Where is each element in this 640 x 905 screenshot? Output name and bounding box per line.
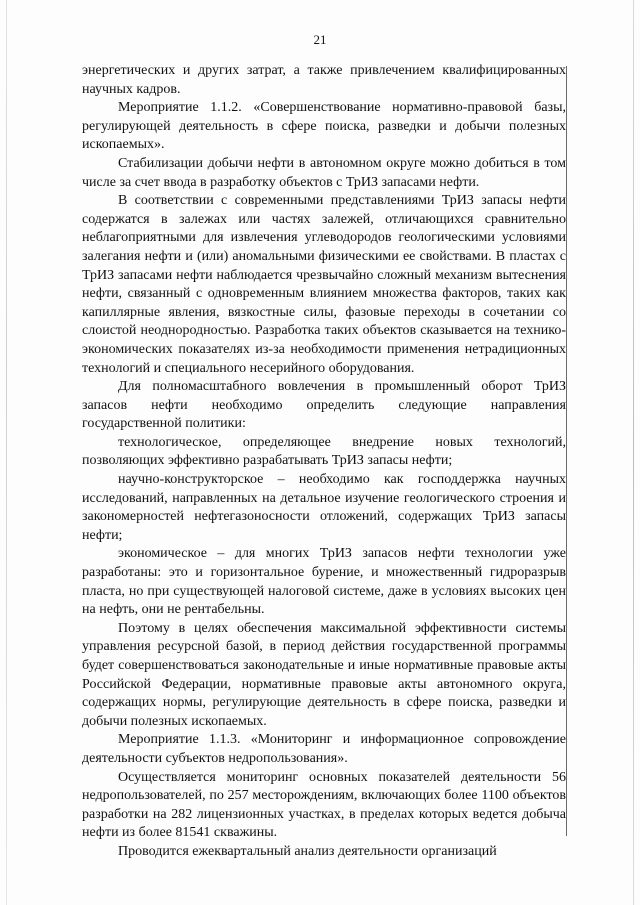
paragraph-scientific: научно-конструкторское – необходимо как господдержка научных исследований, направленных на детальное изучение геологического строения и закономерностей нефтегазоносности отложений, содержащих ТрИЗ запасы нефти;	[82, 472, 566, 543]
paragraph-economic: экономическое – для многих ТрИЗ запасов нефти технологии уже разработаны: это и горизонтальное бурение, и множественный гидроразрыв пласта, но при существующей налоговой системе, даже в условиях высоких цен на нефть, они не рентабельны.	[82, 546, 566, 618]
paragraph-measure-1-1-3: Мероприятие 1.1.3. «Мониторинг и информационное сопровождение деятельности субъектов недропользования».	[82, 732, 566, 766]
paragraph-hard-to-recover-reserves: В соответствии с современными представлениями ТрИЗ запасы нефти содержатся в залежах или частях залежей, отличающихся сравнительно неблагоприятными для извлечения углеводородов геологическими условиями залегания нефти и (или) аномальными физическими ее свойствами. В пластах с ТрИЗ запасами нефти наблюдается чрезвычайно сложный механизм вытеснения нефти, связанный с одновременным влиянием множества факторов, таких как капиллярные явления, вязкостные силы, фазовые переходы в сочетании со слоистой неоднородностью. Разработка таких объектов сказывается на технико-экономических показателях из-за необходимости применения нетрадиционных технологий и специального несерийного оборудования.	[82, 193, 566, 376]
paragraph-measure-1-1-2: Мероприятие 1.1.2. «Совершенствование нормативно-правовой базы, регулирующей деятельность в сфере поиска, разведки и добычи полезных ископаемых».	[82, 100, 566, 153]
paragraph-oil-stabilization: Стабилизации добычи нефти в автономном округе можно добиться в том числе за счет ввода в разработку объектов с ТрИЗ запасами нефти.	[82, 155, 566, 190]
right-margin-line	[566, 66, 567, 836]
paragraph-continuation: энергетических и других затрат, а также привлечением квалифицированных научных кадров.	[82, 63, 566, 97]
paragraph-legislation: Поэтому в целях обеспечения максимальной эффективности системы управления ресурсной базой, в период действия государственной программы будет совершенствоваться законодательные и иные нормативные правовые акты Российской Федерации, нормативные правовые акты автономного округа, содержащих нормы, регулирующие деятельность в сфере поиска, разведки и добычи полезных ископаемых.	[82, 620, 566, 729]
paragraph-state-policy-directions: Для полномасштабного вовлечения в промышленный оборот ТрИЗ запасов нефти необходимо определить следующие направления государственной политики:	[82, 379, 566, 432]
paragraph-technological: технологическое, определяющее внедрение новых технологий, позволяющих эффективно разрабатывать ТрИЗ запасы нефти;	[82, 434, 566, 469]
document-body	[82, 62, 566, 862]
paragraph-monitoring: Осуществляется мониторинг основных показателей деятельности 56 недропользователей, по 257 месторождениям, включающих более 1100 объектов разработки на 282 лицензионных участках, в пределах которых ведется добыча нефти из более 81541 скважины.	[82, 769, 566, 841]
page-number: 21	[313, 32, 327, 47]
paragraph-quarterly-analysis: Проводится ежеквартальный анализ деятельности организаций	[118, 843, 497, 859]
scan-right-edge	[633, 0, 634, 905]
scan-left-edge	[6, 0, 7, 905]
